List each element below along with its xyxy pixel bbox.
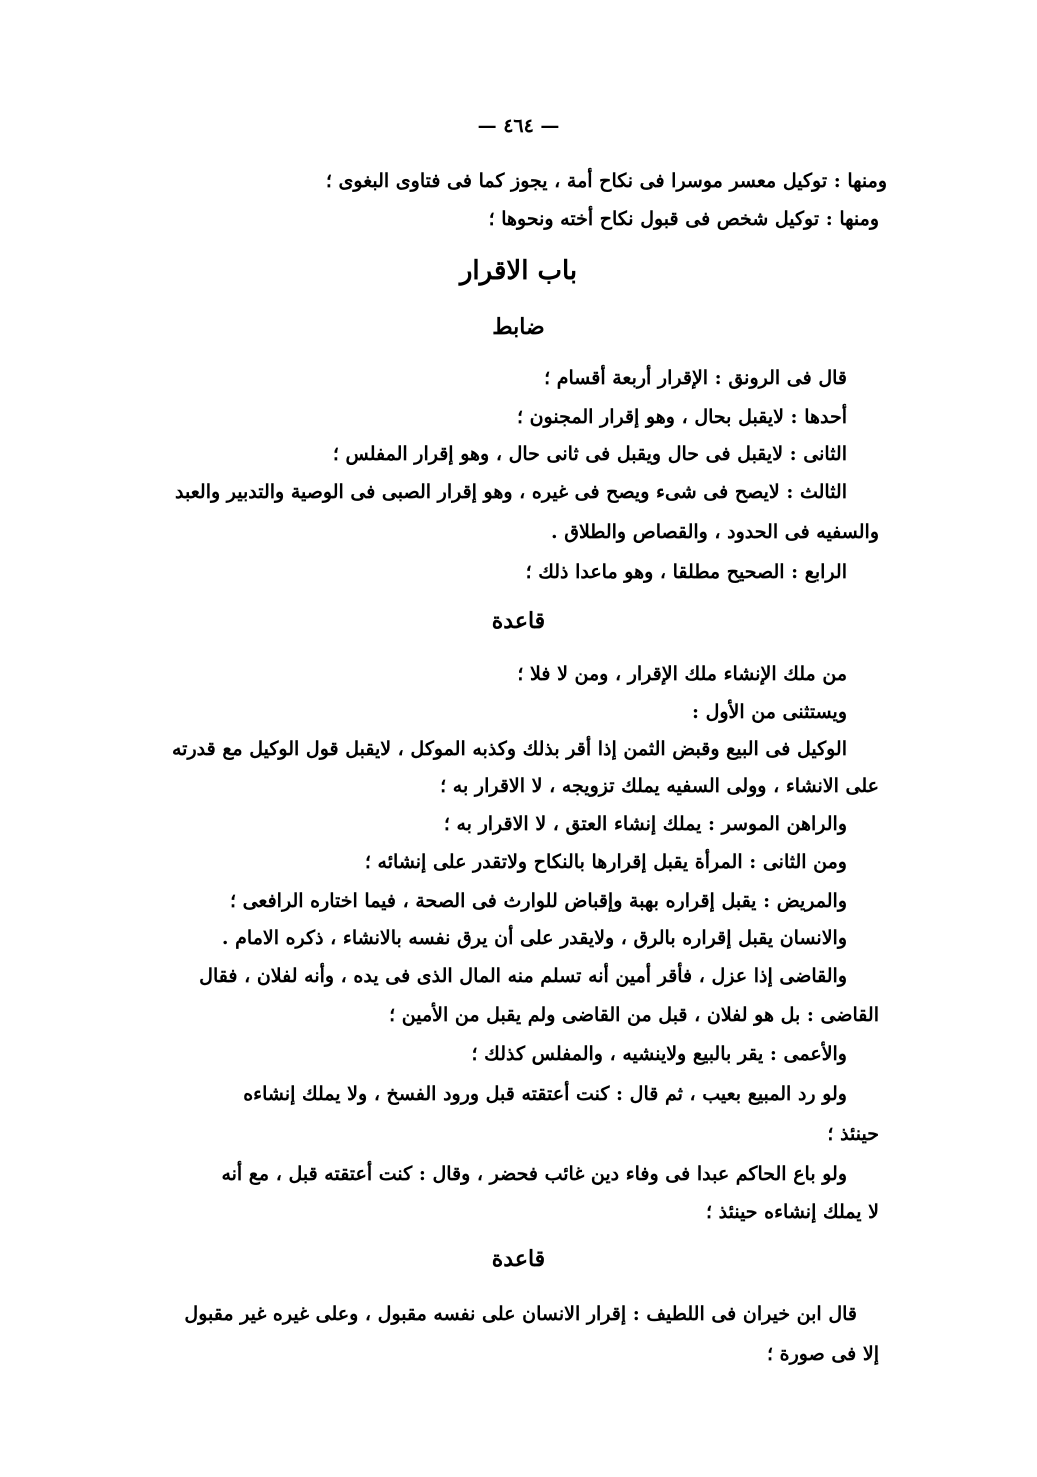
text-line: أحدها : لايقبل بحال ، وهو إقرار المجنون ؛: [516, 406, 847, 428]
section-title: ضابط: [492, 314, 545, 340]
text-line: ويستثنى من الأول :: [691, 701, 847, 723]
text-line: من ملك الإنشاء ملك الإقرار ، ومن لا فلا ؛: [517, 663, 847, 685]
text-line: والانسان يقبل إقراره بالرق ، ولايقدر على أن يرق نفسه بالانشاء ، ذكره الامام .: [221, 927, 847, 949]
text-line: إلا فى صورة ؛: [767, 1343, 879, 1365]
text-line: والأعمى : يقر بالبيع ولاينشيه ، والمفلس كذلك ؛: [471, 1043, 847, 1065]
text-line: قال فى الرونق : الإقرار أربعة أقسام ؛: [544, 367, 847, 389]
text-line: حينئذ ؛: [827, 1123, 879, 1145]
text-line: الرابع : الصحيح مطلقا ، وهو ماعدا ذلك ؛: [525, 561, 847, 583]
text-line: ومنها : توكيل معسر موسرا فى نكاح أمة ، يجوز كما فى فتاوى البغوى ؛: [325, 170, 887, 192]
text-line: ولو رد المبيع بعيب ، ثم قال : كنت أعتقته قبل ورود الفسخ ، ولا يملك إنشاءه: [243, 1083, 847, 1105]
section-title: قاعدة: [491, 608, 546, 634]
text-line: الوكيل فى البيع وقبض الثمن إذا أقر بذلك وكذبه الموكل ، لايقبل قول الوكيل مع قدرته: [172, 738, 847, 760]
text-line: القاضى : بل هو لفلان ، قبل من القاضى ولم يقبل من الأمين ؛: [389, 1004, 879, 1026]
chapter-title: باب الاقرار: [459, 256, 578, 286]
text-line: على الانشاء ، وولى السفيه يملك تزويجه ، لا الاقرار به ؛: [440, 775, 879, 797]
text-line: والسفيه فى الحدود ، والقصاص والطلاق .: [550, 521, 879, 543]
section-title: قاعدة: [491, 1246, 546, 1272]
text-line: الثالث : لايصح فى شىء ويصح فى غيره ، وهو إقرار الصبى فى الوصية والتدبير والعبد: [175, 481, 847, 503]
page-number: — ٤٦٤ —: [477, 115, 560, 137]
text-line: لا يملك إنشاءه حينئذ ؛: [705, 1201, 879, 1223]
text-line: والقاضى إذا عزل ، فأقر أمين أنه تسلم منه المال الذى فى يده ، وأنه لفلان ، فقال: [199, 965, 847, 987]
text-line: قال ابن خيران فى اللطيف : إقرار الانسان على نفسه مقبول ، وعلى غيره غير مقبول: [184, 1303, 857, 1325]
text-line: والمريض : يقبل إقراره بهبة وإقباض للوارث فى الصحة ، فيما اختاره الرافعى ؛: [229, 890, 847, 912]
text-line: ومن الثانى : المرأة يقبل إقرارها بالنكاح ولاتقدر على إنشائه ؛: [364, 851, 847, 873]
text-line: الثانى : لايقبل فى حال ويقبل فى ثانى حال ، وهو إقرار المفلس ؛: [332, 443, 847, 465]
text-line: ومنها : توكيل شخص فى قبول نكاح أخته ونحوها ؛: [488, 208, 879, 230]
text-line: ولو باع الحاكم عبدا فى وفاء دين غائب فحضر ، وقال : كنت أعتقته قبل ، مع أنه: [221, 1163, 847, 1185]
text-line: والراهن الموسر : يملك إنشاء العتق ، لا الاقرار به ؛: [443, 813, 847, 835]
